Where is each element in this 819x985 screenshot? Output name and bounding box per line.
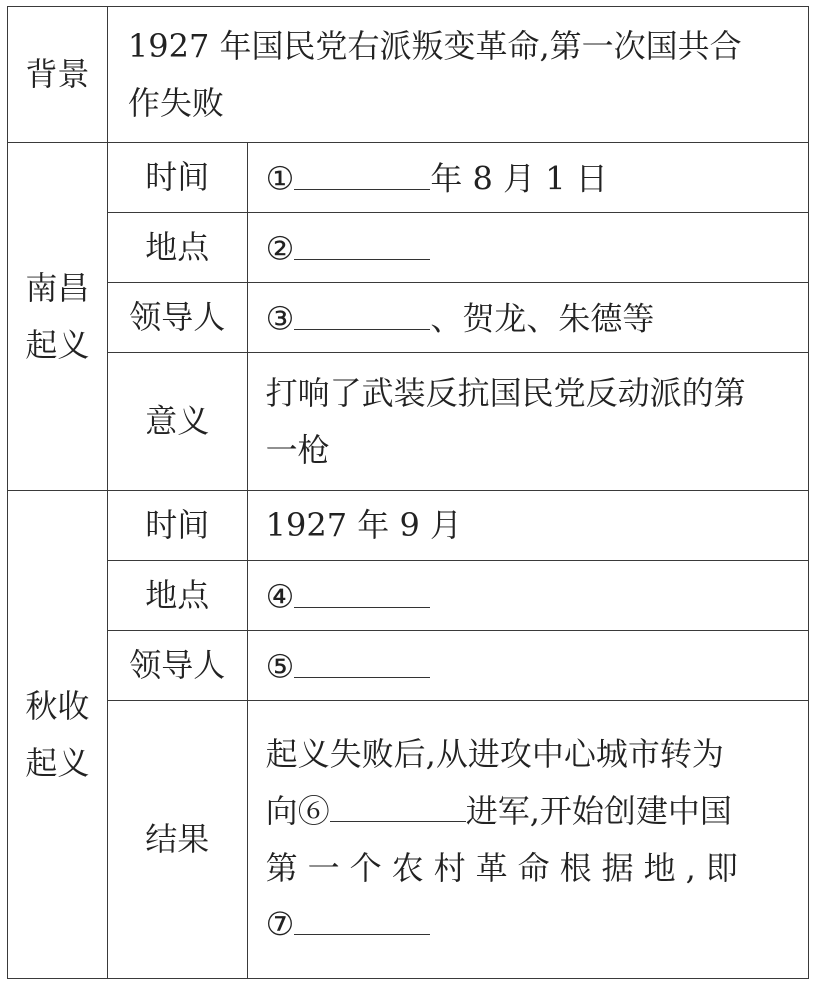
nanchang-leader-suffix: 、贺龙、朱德等 — [430, 299, 655, 338]
answer-blank-3[interactable] — [294, 295, 430, 330]
answer-blank-4[interactable] — [294, 573, 430, 608]
significance-line1: 打响了武装反抗国民党反动派的第 — [265, 373, 746, 412]
autumn-label-line1: 秋收 — [25, 686, 90, 725]
result-line3: 第一个农村革命根据地,即 — [265, 848, 748, 887]
blank-marker-4: ④ — [265, 577, 295, 616]
autumn-time-label: 时间 — [107, 491, 247, 561]
blank-marker-6: ⑥ — [297, 791, 330, 830]
nanchang-significance-label: 意义 — [107, 353, 247, 491]
answer-blank-2[interactable] — [294, 225, 430, 260]
nanchang-time-row — [8, 143, 809, 213]
autumn-place-label: 地点 — [107, 561, 247, 631]
nanchang-label-line2: 起义 — [25, 325, 90, 364]
background-text-line1: 1927 年国民党右派叛变革命,第一次国共合 — [127, 26, 742, 65]
autumn-result-label: 结果 — [107, 701, 247, 979]
autumn-result-value — [247, 701, 808, 979]
background-text — [107, 7, 808, 143]
nanchang-time-label: 时间 — [107, 143, 247, 213]
background-label: 背景 — [8, 7, 108, 143]
history-table — [7, 6, 809, 978]
background-text-line2: 作失败 — [127, 83, 224, 122]
nanchang-label-line1: 南昌 — [25, 268, 90, 307]
nanchang-uprising-label — [8, 143, 108, 491]
result-line2 — [266, 783, 794, 840]
nanchang-leader-label: 领导人 — [107, 283, 247, 353]
nanchang-place-label: 地点 — [107, 213, 247, 283]
result-line2-prefix: 向 — [265, 791, 298, 830]
nanchang-time-suffix: 年 8 月 1 日 — [430, 159, 608, 198]
autumn-leader-label: 领导人 — [107, 631, 247, 701]
answer-blank-1[interactable] — [294, 155, 430, 190]
autumn-place-value — [247, 561, 808, 631]
nanchang-leader-value — [247, 283, 808, 353]
nanchang-significance-row — [8, 353, 809, 491]
autumn-result-row — [8, 701, 809, 979]
nanchang-place-row — [8, 213, 809, 283]
autumn-leader-row — [8, 631, 809, 701]
significance-line2: 一枪 — [265, 430, 330, 469]
blank-marker-2: ② — [265, 229, 295, 268]
autumn-leader-value — [247, 631, 808, 701]
blank-marker-1: ① — [265, 159, 295, 198]
autumn-place-row — [8, 561, 809, 631]
result-line1: 起义失败后,从进攻中心城市转为 — [265, 734, 724, 773]
uprising-summary-table — [7, 6, 809, 979]
autumn-label-line2: 起义 — [25, 743, 90, 782]
autumn-harvest-uprising-label — [8, 491, 108, 979]
blank-marker-3: ③ — [265, 299, 295, 338]
autumn-time-value: 1927 年 9 月 — [247, 491, 808, 561]
answer-blank-6[interactable] — [330, 787, 466, 822]
result-line4 — [266, 896, 794, 953]
nanchang-place-value — [247, 213, 808, 283]
autumn-time-row — [8, 491, 809, 561]
nanchang-significance-value — [247, 353, 808, 491]
nanchang-time-value — [247, 143, 808, 213]
nanchang-leader-row — [8, 283, 809, 353]
background-row — [8, 7, 809, 143]
blank-marker-5: ⑤ — [265, 647, 295, 686]
answer-blank-7[interactable] — [294, 901, 430, 936]
result-line2-suffix: 进军,开始创建中国 — [465, 791, 732, 830]
answer-blank-5[interactable] — [294, 643, 430, 678]
blank-marker-7: ⑦ — [265, 905, 295, 944]
